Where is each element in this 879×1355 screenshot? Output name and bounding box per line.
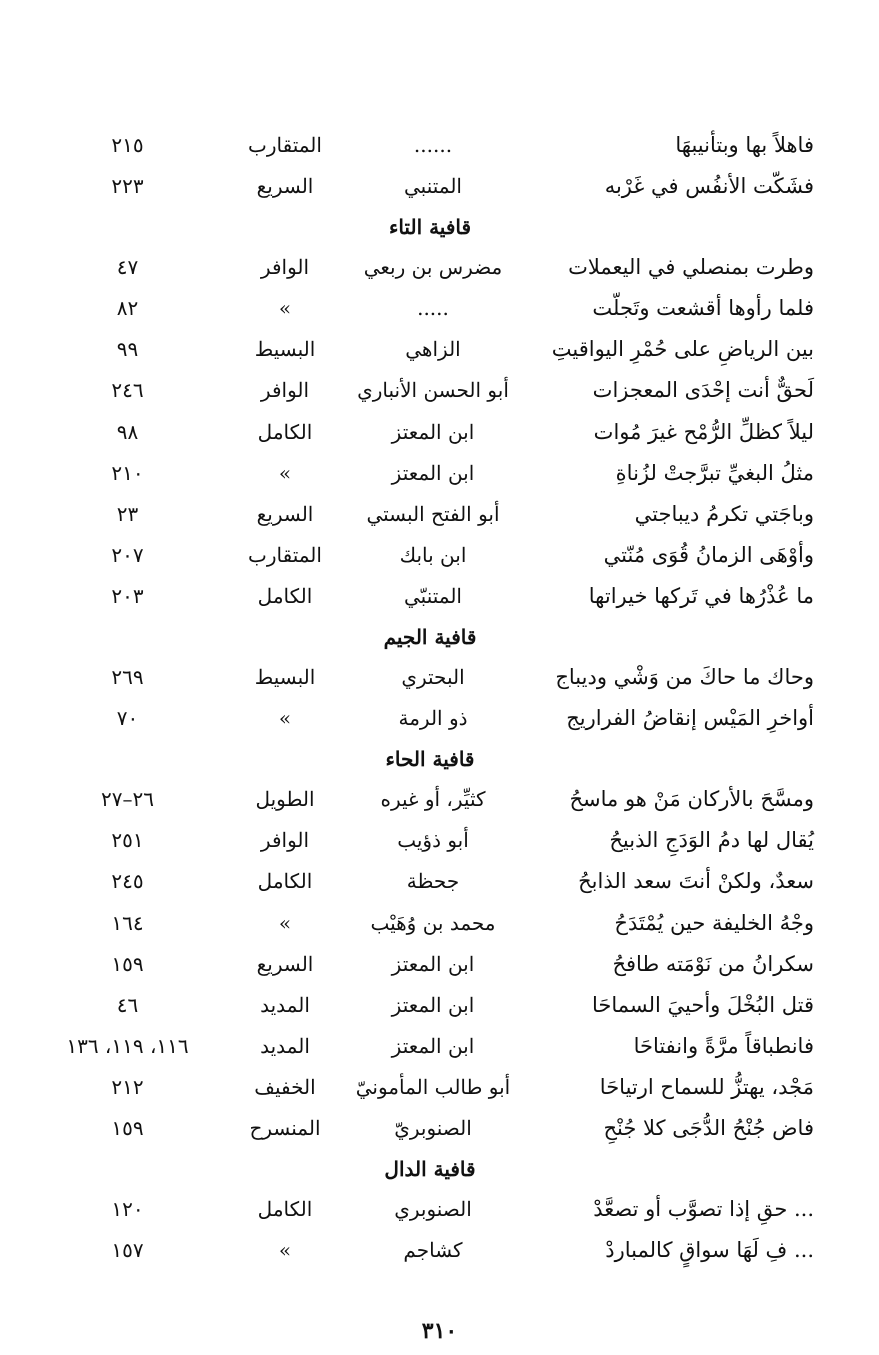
verse-text: وباجَتي تكرمُ ديباجتي: [634, 501, 814, 526]
verse-text: فلما رأوها أقشعت وتَجلّت: [592, 296, 814, 321]
verse-text: ... حقِ إذا تصوَّب أو تصعَّدْ: [593, 1197, 814, 1222]
verse-text: فانطباقاً مرَّةً وانفتاحَا: [633, 1033, 814, 1058]
poet-name: الصنوبريّ: [394, 1115, 472, 1140]
meter-name: الوافر: [260, 828, 310, 853]
index-row: [40, 861, 830, 902]
verse-text: أواخرِ المَيْس إنقاضُ الفراريج: [566, 706, 814, 731]
verse-text: سعدٌ، ولكنْ أنتَ سعد الذابحُ: [578, 869, 814, 894]
page-ref: ٩٨: [116, 419, 139, 444]
section-heading-label: قافية الجيم: [383, 625, 477, 650]
section-heading: [40, 617, 830, 657]
meter-name: الطويل: [255, 787, 315, 812]
index-row: [40, 166, 830, 207]
poet-name: الزاهي: [405, 337, 461, 362]
section-heading-label: قافية الحاء: [385, 747, 475, 772]
poet-name: أبو الفتح البستي: [366, 501, 500, 526]
poet-name: ابن المعتز: [391, 951, 475, 976]
page-ref: ٢٤٦: [111, 378, 144, 403]
index-row: [40, 1230, 830, 1271]
index-row: [40, 1026, 830, 1067]
poet-name: كثيِّر، أو غيره: [380, 787, 486, 812]
meter-name: الوافر: [260, 255, 310, 280]
index-row: [40, 125, 830, 166]
verse-text: فشَكّت الأنفُس في غَرْبه: [604, 174, 814, 199]
index-row: [40, 779, 830, 820]
meter-name: الخفيف: [254, 1074, 316, 1099]
poet-name: ابن بابك: [399, 542, 467, 567]
section-heading: [40, 739, 830, 779]
index-row: [40, 985, 830, 1026]
index-row: [40, 1067, 830, 1108]
poet-name: ذو الرمة: [398, 706, 468, 731]
index-row: [40, 698, 830, 739]
verse-text: ما عُذْرُها في تَركها خيراتها: [588, 583, 814, 608]
verse-text: ... فِ لَهَا سواقٍ كالمباردْ: [605, 1238, 814, 1263]
page-ref: ١٦٤: [111, 910, 144, 935]
poet-name: مضرس بن ربعي: [363, 255, 503, 280]
index-row: [40, 1189, 830, 1230]
poet-name: أبو طالب المأمونيّ: [355, 1074, 511, 1099]
page-ref: ٨٢: [116, 296, 139, 321]
verse-text: لَحقٌّ أنت إحْدَى المعجزات: [592, 378, 814, 403]
verse-text: وحاك ما حاكَ من وَشْي وديباج: [555, 665, 814, 690]
meter-name: »: [278, 1238, 292, 1263]
poet-name: محمد بن وُهَيْب: [370, 910, 496, 935]
index-row: [40, 657, 830, 698]
page-ref: ٢٦–٢٧: [101, 787, 154, 812]
verse-text: وطرت بمنصلي في اليعملات: [568, 255, 814, 280]
page-ref: ٢٠٣: [111, 583, 144, 608]
index-row: [40, 288, 830, 329]
poet-name: كشاجم: [403, 1238, 463, 1263]
section-heading: [40, 1149, 830, 1189]
poet-name: ابن المعتز: [391, 992, 475, 1017]
index-row: [40, 453, 830, 494]
page-ref: ٧٠: [116, 706, 139, 731]
poet-name: ......: [413, 133, 453, 157]
poet-name: المتنبي: [404, 174, 462, 199]
verse-text: بين الرياضِ على حُمْرِ اليواقيتِ: [551, 337, 814, 362]
verse-text: وأوْهَى الزمانُ قُوَى مُنّتي: [603, 542, 814, 567]
page-ref: ٢٠٧: [111, 542, 144, 567]
poet-name: أبو ذؤيب: [397, 828, 469, 853]
index-row: [40, 535, 830, 576]
page-ref: ٤٧: [116, 255, 139, 280]
page-ref: ٢١٥: [111, 133, 144, 157]
index-row: [40, 370, 830, 411]
meter-name: الكامل: [257, 1197, 313, 1222]
page-ref: ٢٦٩: [111, 665, 144, 690]
meter-name: المتقارب: [248, 542, 322, 567]
verse-text: سكرانُ من نَوْمَته طافحُ: [612, 951, 814, 976]
poet-name: جحظة: [406, 869, 460, 894]
verse-text: فاض جُنْحُ الدُّجَى كلا جُنْحِ: [603, 1115, 814, 1140]
index-row: [40, 820, 830, 861]
verse-text: مثلُ البغيِّ تبرَّجتْ لزُناةِ: [615, 460, 814, 485]
verse-text: ومسَّحَ بالأركان مَنْ هو ماسحُ: [569, 787, 814, 812]
meter-name: الوافر: [260, 378, 310, 403]
meter-name: المنسرح: [249, 1115, 321, 1140]
meter-name: المتقارب: [248, 133, 322, 157]
meter-name: الكامل: [257, 583, 313, 608]
page-ref: ٢٣: [116, 501, 139, 526]
page-ref: ١٢٠: [111, 1197, 144, 1222]
meter-name: الكامل: [257, 419, 313, 444]
meter-name: »: [278, 296, 292, 321]
index-row: [40, 944, 830, 985]
index-table: [40, 125, 830, 1271]
index-row: [40, 1108, 830, 1149]
verse-text: قتل البُخْلَ وأحييَ السماحَا: [591, 992, 814, 1017]
index-row: [40, 494, 830, 535]
meter-name: »: [278, 706, 292, 731]
meter-name: البسيط: [254, 665, 316, 690]
poet-name: .....: [417, 296, 449, 321]
verse-text: مَجْد، يهتزُّ للسماح ارتياحَا: [599, 1074, 814, 1099]
poet-name: ابن المعتز: [391, 419, 475, 444]
meter-name: »: [278, 460, 292, 485]
section-heading-label: قافية الدال: [384, 1157, 476, 1182]
meter-name: المديد: [260, 992, 310, 1017]
poet-name: أبو الحسن الأنباري: [357, 378, 509, 403]
page-ref: ١٥٩: [111, 951, 144, 976]
poet-name: ابن المعتز: [391, 1033, 475, 1058]
meter-name: البسيط: [254, 337, 316, 362]
poet-name: الصنوبري: [394, 1197, 472, 1222]
section-heading: [40, 207, 830, 247]
page-ref: ٢٥١: [111, 828, 144, 853]
page-ref: ١٥٧: [111, 1238, 144, 1263]
index-row: [40, 576, 830, 617]
meter-name: »: [278, 910, 292, 935]
page-number: ٣١٠: [421, 1318, 458, 1344]
section-heading-label: قافية التاء: [388, 215, 472, 240]
meter-name: السريع: [256, 951, 314, 976]
verse-text: يُقال لها دمُ الوَدَجِ الذبيحُ: [609, 828, 814, 853]
page-ref: ٢٤٥: [111, 869, 144, 894]
page-ref: ٢١٠: [111, 460, 144, 485]
page-ref: ١١٦، ١١٩، ١٣٦: [66, 1033, 189, 1058]
index-row: [40, 329, 830, 370]
index-row: [40, 247, 830, 288]
page-ref: ٢١٢: [111, 1074, 144, 1099]
page-ref: ١٥٩: [111, 1115, 144, 1140]
meter-name: الكامل: [257, 869, 313, 894]
page-ref: ٢٢٣: [111, 174, 144, 199]
verse-text: فاهلاً بها وبتأنيبهَا: [675, 133, 814, 157]
verse-text: وجْهُ الخليفة حين يُمْتَدَحُ: [614, 910, 814, 935]
meter-name: السريع: [256, 501, 314, 526]
meter-name: المديد: [260, 1033, 310, 1058]
meter-name: السريع: [256, 174, 314, 199]
page-ref: ٩٩: [116, 337, 139, 362]
page-ref: ٤٦: [116, 992, 139, 1017]
index-row: [40, 412, 830, 453]
poet-name: ابن المعتز: [391, 460, 475, 485]
index-row: [40, 903, 830, 944]
poet-name: البحتري: [401, 665, 465, 690]
verse-text: ليلاً كظلِّ الرُّمْح غيرَ مُوات: [593, 419, 814, 444]
poet-name: المتنبّي: [404, 583, 462, 608]
